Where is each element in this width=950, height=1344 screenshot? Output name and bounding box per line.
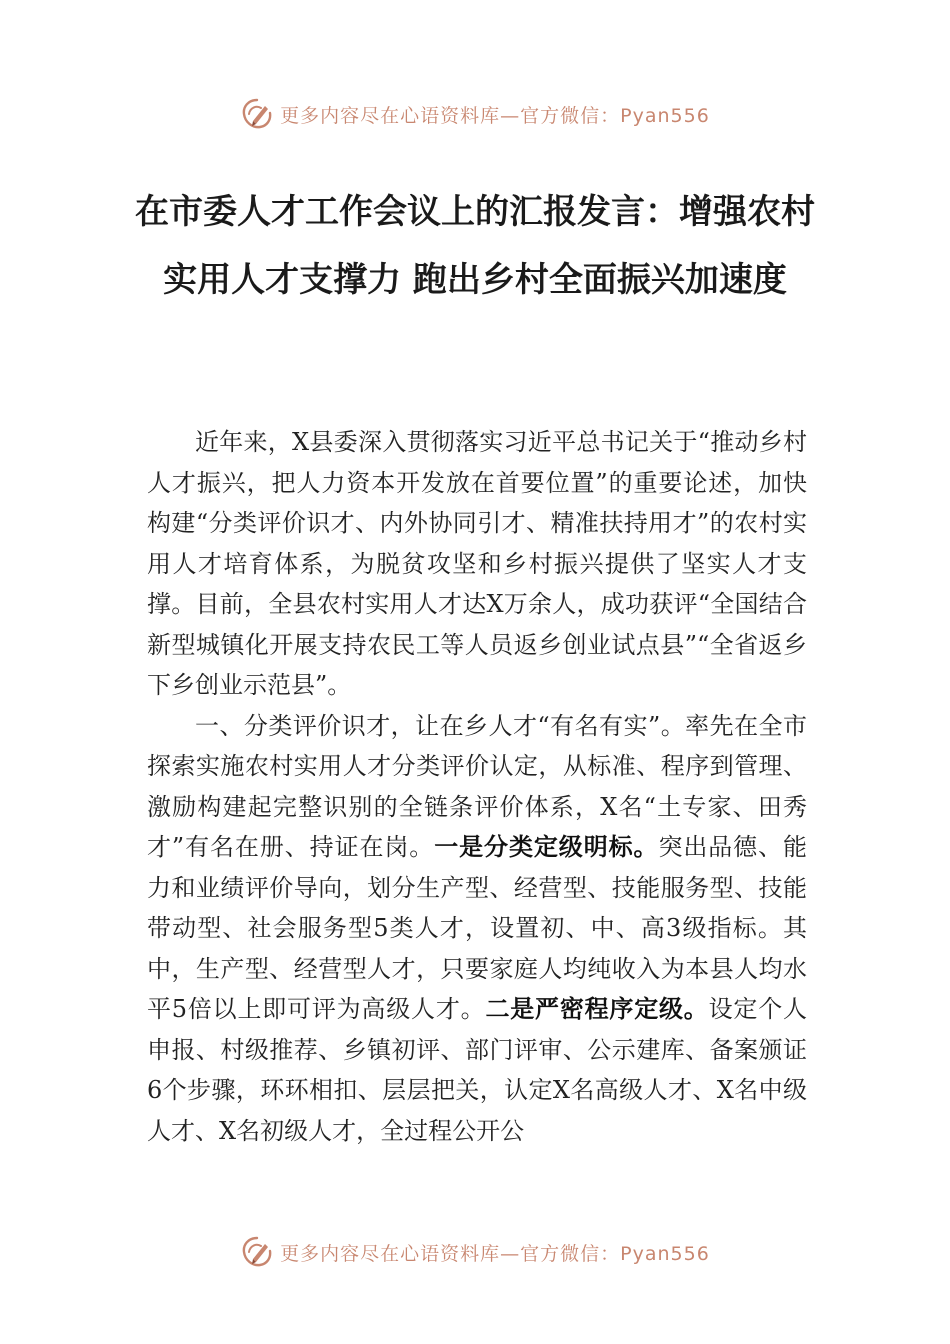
- watermark-account: Pyan556: [620, 1242, 710, 1265]
- watermark-account: Pyan556: [620, 104, 710, 127]
- watermark-slogan: 更多内容尽在心语资料库—官方微信：: [280, 1242, 621, 1265]
- paragraph-section-one: [147, 706, 807, 1152]
- footer-watermark: [0, 1230, 950, 1274]
- lead-point-two: 二是严密程序定级。: [485, 995, 709, 1023]
- section-one-intro: 一、分类评价识才，让在乡人才“有名有实”。率先在全市探索实施农村实用人才分类评价认定，从标准、程序到管理、激励构建起完整识别的全链条评价体系，X名“土专家、田秀才”有名在册、持证在岗。: [147, 711, 807, 861]
- lead-point-one: 一是分类定级明标。: [434, 833, 659, 861]
- header-watermark: [0, 92, 950, 136]
- point-one-text: 突出品德、能力和业绩评价导向，划分生产型、经营型、技能服务型、技能带动型、社会服务型5类人才，设置初、中、高3级指标。其中，生产型、经营型人才，只要家庭人均纯收入为本县人均水平5倍以上即可评为高级人才。: [147, 833, 807, 1023]
- point-two-text: 设定个人申报、村级推荐、乡镇初评、部门评审、公示建库、备案颁证6个步骤，环环相扣、层层把关，认定X名高级人才、X名中级人才、X名初级人才，全过程公开公: [147, 995, 807, 1145]
- watermark-text: [280, 1239, 710, 1266]
- watermark-text: [280, 101, 710, 128]
- document-title: 在市委人才工作会议上的汇报发言：增强农村实用人才支撑力 跑出乡村全面振兴加速度: [135, 192, 815, 300]
- pen-swirl-logo-icon: [240, 1235, 274, 1269]
- watermark-slogan: 更多内容尽在心语资料库—官方微信：: [280, 104, 621, 127]
- paragraph-intro: 近年来，X县委深入贯彻落实习近平总书记关于“推动乡村人才振兴，把人力资本开发放在首要位置”的重要论述，加快构建“分类评价识才、内外协同引才、精准扶持用才”的农村实用人才培育体系，为脱贫攻坚和乡村振兴提供了坚实人才支撑。目前，全县农村实用人才达X万余人，成功获评“全国结合新型城镇化开展支持农民工等人员返乡创业试点县”“全省返乡下乡创业示范县”。: [147, 428, 807, 699]
- pen-swirl-logo-icon: [240, 97, 274, 131]
- document-body: [147, 422, 807, 1151]
